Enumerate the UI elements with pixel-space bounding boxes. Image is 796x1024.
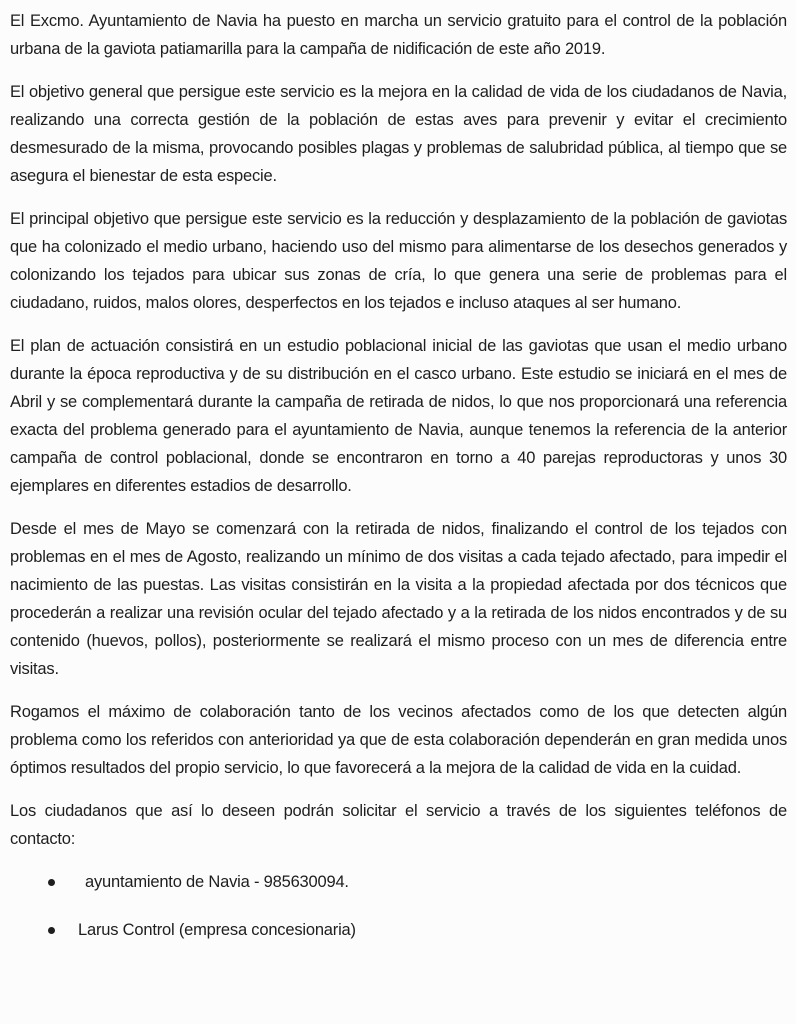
paragraph-nest-removal-schedule: Desde el mes de Mayo se comenzará con la retirada de nidos, finalizando el control de los tejados con problemas en el mes de Agosto, realizando un mínimo de dos visitas a cada tejado afectado, para impedir el nacimiento de las puestas. Las visitas consistirán en la visita a la propiedad afectada por dos técnicos que procederán a realizar una revisión ocular del tejado afectado y a la retirada de los nidos encontrados y de su contenido (huevos, pollos), posteriormente se realizará el mismo proceso con un mes de diferencia entre visitas.: [10, 520, 787, 678]
list-item-larus-control: Larus Control (empresa concesionaria): [48, 916, 787, 944]
paragraph-intro: El Excmo. Ayuntamiento de Navia ha puesto en marcha un servicio gratuito para el control de la población urbana de la gaviota patiamarilla para la campaña de nidificación de este año 2019.: [10, 12, 787, 58]
list-item-town-hall-phone: ayuntamiento de Navia - 985630094.: [48, 868, 787, 896]
paragraph-contact-intro: Los ciudadanos que así lo deseen podrán solicitar el servicio a través de los siguientes teléfonos de contacto:: [10, 802, 787, 848]
paragraph-action-plan: El plan de actuación consistirá en un estudio poblacional inicial de las gaviotas que usan el medio urbano durante la época reproductiva y de su distribución en el casco urbano. Este estudio se iniciará en el mes de Abril y se complementará durante la campaña de retirada de nidos, lo que nos proporcionará una referencia exacta del problema generado para el ayuntamiento de Navia, aunque tenemos la referencia de la anterior campaña de control poblacional, donde se encontraron en torno a 40 parejas reproductoras y unos 30 ejemplares en diferentes estadios de desarrollo.: [10, 337, 787, 495]
paragraph-collaboration-request: Rogamos el máximo de colaboración tanto de los vecinos afectados como de los que detecten algún problema como los referidos con anterioridad ya que de esta colaboración dependerán en gran medida unos óptimos resultados del propio servicio, lo que favorecerá a la mejora de la calidad de vida en la cuidad.: [10, 703, 787, 777]
paragraph-main-objective: El principal objetivo que persigue este servicio es la reducción y desplazamiento de la población de gaviotas que ha colonizado el medio urbano, haciendo uso del mismo para alimentarse de los desechos generados y colonizando los tejados para ubicar sus zonas de cría, lo que genera una serie de problemas para el ciudadano, ruidos, malos olores, desperfectos en los tejados e incluso ataques al ser humano.: [10, 210, 787, 312]
contact-list: [10, 868, 787, 944]
paragraph-general-objective: El objetivo general que persigue este servicio es la mejora en la calidad de vida de los ciudadanos de Navia, realizando una correcta gestión de la población de estas aves para prevenir y evitar el crecimiento desmesurado de la misma, provocando posibles plagas y problemas de salubridad pública, al tiempo que se asegura el bienestar de esta especie.: [10, 83, 787, 185]
